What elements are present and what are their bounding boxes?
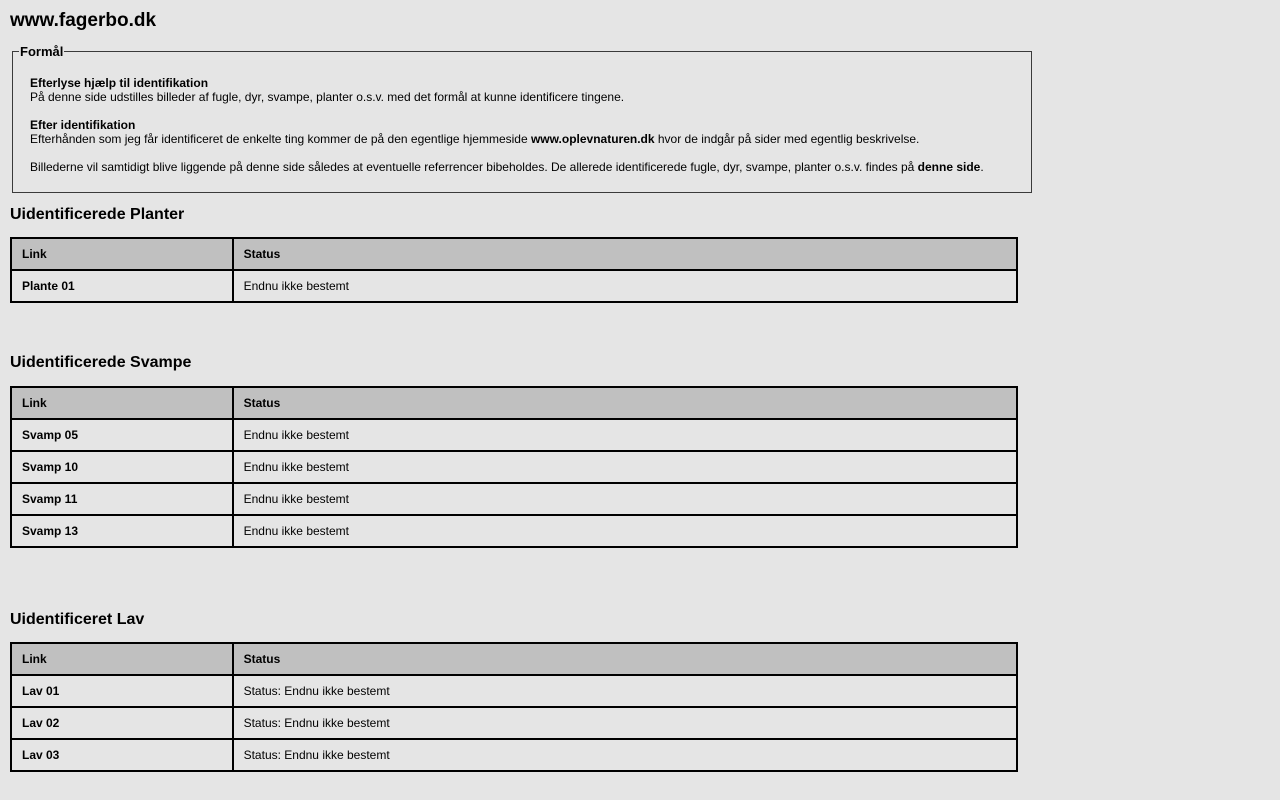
row-link-cell xyxy=(11,515,233,547)
table-row xyxy=(11,739,1017,771)
table-row xyxy=(11,419,1017,451)
table-lav xyxy=(10,642,1018,772)
purpose-block-references xyxy=(30,160,1014,174)
column-header-status: Status xyxy=(233,643,1017,675)
table-row xyxy=(11,483,1017,515)
row-status: Status: Endnu ikke bestemt xyxy=(233,707,1017,739)
row-link-cell xyxy=(11,483,233,515)
row-link[interactable]: Svamp 13 xyxy=(22,524,79,538)
references-text-before: Billederne vil samtidigt blive liggende på denne side således at eventuelle referrencer bibeholdes. De allerede identificerede fugle, dyr, svampe, planter o.s.v. findes på xyxy=(30,160,918,174)
table-row xyxy=(11,451,1017,483)
table-header-row xyxy=(11,238,1017,270)
identified-page-link[interactable]: denne side xyxy=(917,160,981,174)
row-link-cell xyxy=(11,675,233,707)
row-link[interactable]: Plante 01 xyxy=(22,279,75,293)
section-title-planter: Uidentificerede Planter xyxy=(10,206,185,223)
row-link[interactable]: Svamp 05 xyxy=(22,428,79,442)
oplevnaturen-link[interactable]: www.oplevnaturen.dk xyxy=(530,132,655,146)
row-status: Endnu ikke bestemt xyxy=(233,515,1017,547)
row-status: Endnu ikke bestemt xyxy=(233,483,1017,515)
table-row xyxy=(11,675,1017,707)
row-status: Endnu ikke bestemt xyxy=(233,451,1017,483)
row-status: Status: Endnu ikke bestemt xyxy=(233,675,1017,707)
after-identification-text-after: hvor de indgår på sider med egentlig beskrivelse. xyxy=(654,132,920,146)
row-link[interactable]: Lav 02 xyxy=(22,716,60,730)
table-row xyxy=(11,515,1017,547)
purpose-block-after-identification xyxy=(30,118,1014,146)
purpose-fieldset xyxy=(12,44,1032,193)
row-link[interactable]: Lav 03 xyxy=(22,748,60,762)
table-svampe xyxy=(10,386,1018,548)
row-link-cell xyxy=(11,419,233,451)
column-header-status: Status xyxy=(233,238,1017,270)
column-header-link: Link xyxy=(11,643,233,675)
row-link-cell xyxy=(11,739,233,771)
after-identification-text-before: Efterhånden som jeg får identificeret de enkelte ting kommer de på den egentlige hjemmeside xyxy=(30,132,531,146)
table-header-row xyxy=(11,643,1017,675)
section-title-svampe: Uidentificerede Svampe xyxy=(10,354,192,371)
row-status: Endnu ikke bestemt xyxy=(233,270,1017,302)
row-link-cell xyxy=(11,707,233,739)
table-planter xyxy=(10,237,1018,303)
row-status: Endnu ikke bestemt xyxy=(233,419,1017,451)
row-link-cell xyxy=(11,270,233,302)
purpose-legend: Formål xyxy=(20,44,64,59)
references-text-after: . xyxy=(980,160,984,174)
column-header-link: Link xyxy=(11,238,233,270)
after-identification-heading: Efter identifikation xyxy=(30,118,136,132)
help-heading: Efterlyse hjælp til identifikation xyxy=(30,76,209,90)
row-link[interactable]: Svamp 10 xyxy=(22,460,79,474)
column-header-link: Link xyxy=(11,387,233,419)
row-link[interactable]: Svamp 11 xyxy=(22,492,78,506)
column-header-status: Status xyxy=(233,387,1017,419)
table-row xyxy=(11,707,1017,739)
site-title: www.fagerbo.dk xyxy=(10,10,157,31)
row-status: Status: Endnu ikke bestemt xyxy=(233,739,1017,771)
row-link[interactable]: Lav 01 xyxy=(22,684,60,698)
row-link-cell xyxy=(11,451,233,483)
section-title-lav: Uidentificeret Lav xyxy=(10,611,145,628)
purpose-block-help xyxy=(30,76,1014,104)
help-text: På denne side udstilles billeder af fugle, dyr, svampe, planter o.s.v. med det formål at kunne identificere tingene. xyxy=(30,90,625,104)
table-header-row xyxy=(11,387,1017,419)
table-row xyxy=(11,270,1017,302)
